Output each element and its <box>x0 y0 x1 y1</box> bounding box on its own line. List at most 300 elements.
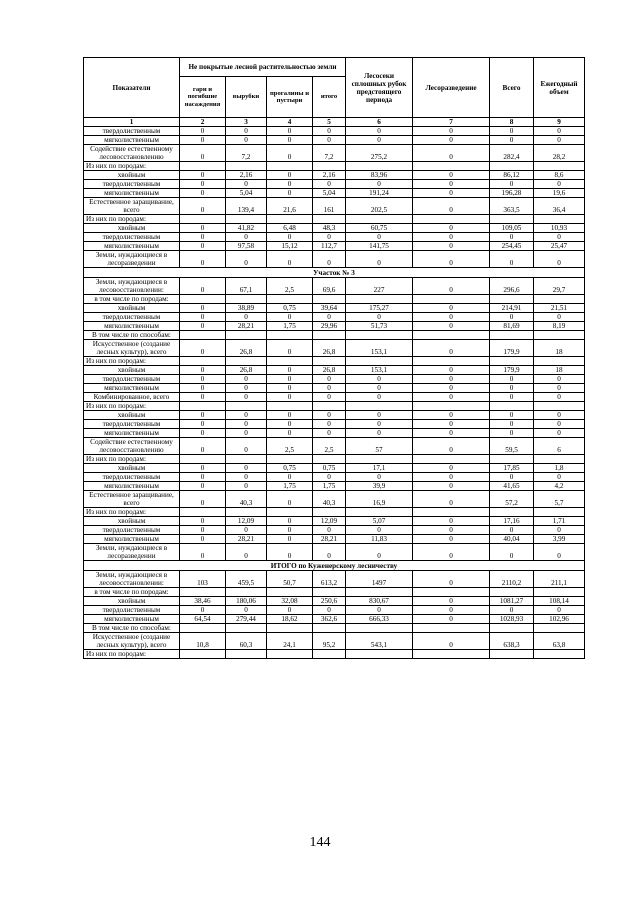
table-cell: 0 <box>413 420 490 429</box>
table-cell <box>490 588 534 597</box>
row-label: мягколиственным <box>84 482 180 491</box>
table-cell <box>413 331 490 340</box>
table-cell <box>346 295 413 304</box>
table-cell: 0 <box>180 544 226 561</box>
table-cell <box>346 455 413 464</box>
table-cell: 0 <box>413 535 490 544</box>
table-cell <box>267 588 313 597</box>
table-cell: 0 <box>180 278 226 295</box>
table-cell: 0 <box>180 136 226 145</box>
table-cell: 8,6 <box>534 171 585 180</box>
table-cell: 0 <box>346 127 413 136</box>
table-cell: 1497 <box>346 571 413 588</box>
header-total: итого <box>313 77 346 118</box>
table-cell <box>534 402 585 411</box>
table-cell: 60,75 <box>346 224 413 233</box>
table-cell: 17,85 <box>490 464 534 473</box>
table-cell: 0 <box>226 375 267 384</box>
table-cell: 0 <box>346 544 413 561</box>
table-cell: 0 <box>313 136 346 145</box>
table-row <box>84 198 585 215</box>
row-label: твердолиственным <box>84 313 180 322</box>
table-cell: 24,1 <box>267 633 313 650</box>
table-cell: 0 <box>180 145 226 162</box>
table-cell: 0 <box>413 127 490 136</box>
table-cell <box>267 508 313 517</box>
table-cell: 0 <box>346 136 413 145</box>
table-cell: 0 <box>346 526 413 535</box>
table-cell: 0 <box>267 251 313 268</box>
table-row <box>84 357 585 366</box>
table-row <box>84 171 585 180</box>
column-number: 9 <box>534 118 585 127</box>
table-cell <box>346 162 413 171</box>
row-label: Из них по породам: <box>84 357 180 366</box>
table-cell: 1,75 <box>267 322 313 331</box>
table-cell: 543,1 <box>346 633 413 650</box>
table-row <box>84 295 585 304</box>
table-cell: 0 <box>267 393 313 402</box>
header-annual: Ежегодный объем <box>534 58 585 118</box>
row-label: Земли, нуждающиеся в лесовосстановлении: <box>84 278 180 295</box>
table-cell <box>226 331 267 340</box>
table-cell: 0 <box>346 411 413 420</box>
table-cell: 0 <box>534 251 585 268</box>
table-cell: 0 <box>267 366 313 375</box>
table-cell <box>180 650 226 659</box>
table-row <box>84 402 585 411</box>
table-row <box>84 571 585 588</box>
table-cell: 0 <box>346 251 413 268</box>
table-cell: 0 <box>413 375 490 384</box>
table-cell <box>346 624 413 633</box>
table-cell: 202,5 <box>346 198 413 215</box>
table-cell: 0 <box>180 180 226 189</box>
table-cell: 26,8 <box>313 366 346 375</box>
table-cell: 16,9 <box>346 491 413 508</box>
table-cell: 0 <box>180 464 226 473</box>
table-cell: 254,45 <box>490 242 534 251</box>
table-cell: 0 <box>226 464 267 473</box>
table-cell <box>226 295 267 304</box>
table-cell: 0 <box>534 180 585 189</box>
column-number: 4 <box>267 118 313 127</box>
document-page <box>83 57 584 659</box>
table-cell <box>267 650 313 659</box>
table-cell <box>313 162 346 171</box>
table-cell: 8,19 <box>534 322 585 331</box>
row-label: Из них по породам: <box>84 455 180 464</box>
table-cell: 5,04 <box>226 189 267 198</box>
table-cell: 0 <box>313 313 346 322</box>
table-row <box>84 429 585 438</box>
table-cell: 279,44 <box>226 615 267 624</box>
table-cell <box>534 508 585 517</box>
table-cell: 0 <box>180 375 226 384</box>
table-cell: 0 <box>267 145 313 162</box>
table-cell: 214,91 <box>490 304 534 313</box>
table-cell <box>346 508 413 517</box>
table-row <box>84 455 585 464</box>
table-cell <box>413 357 490 366</box>
table-cell: 0 <box>180 224 226 233</box>
table-cell <box>490 508 534 517</box>
table-cell: 17,16 <box>490 517 534 526</box>
table-cell: 0 <box>413 393 490 402</box>
column-number: 5 <box>313 118 346 127</box>
column-number: 8 <box>490 118 534 127</box>
table-cell: 29,7 <box>534 278 585 295</box>
table-cell <box>226 508 267 517</box>
table-row <box>84 242 585 251</box>
row-label: в том числе по породам: <box>84 295 180 304</box>
table-cell: 0 <box>534 606 585 615</box>
table-cell: 0 <box>413 340 490 357</box>
table-cell: 0 <box>413 544 490 561</box>
table-cell: 0 <box>226 136 267 145</box>
table-row <box>84 180 585 189</box>
table-cell: 11,83 <box>346 535 413 544</box>
row-label: Земли, нуждающиеся в лесоразведении <box>84 251 180 268</box>
table-cell: 26,8 <box>226 366 267 375</box>
table-cell <box>180 215 226 224</box>
table-cell <box>267 357 313 366</box>
table-cell: 0 <box>346 180 413 189</box>
table-cell: 0 <box>346 375 413 384</box>
table-cell: 0 <box>267 606 313 615</box>
table-cell: 48,3 <box>313 224 346 233</box>
row-label: Естественное заращивание, всего <box>84 491 180 508</box>
column-number: 6 <box>346 118 413 127</box>
table-cell: 59,5 <box>490 438 534 455</box>
table-cell: 0 <box>346 606 413 615</box>
table-cell <box>313 331 346 340</box>
column-number: 7 <box>413 118 490 127</box>
table-cell: 2,16 <box>313 171 346 180</box>
table-cell: 1,75 <box>313 482 346 491</box>
table-cell <box>413 650 490 659</box>
table-cell: 0 <box>413 482 490 491</box>
table-cell: 0 <box>226 473 267 482</box>
table-cell: 0 <box>413 242 490 251</box>
table-cell: 0 <box>313 393 346 402</box>
table-cell <box>267 455 313 464</box>
table-cell: 40,04 <box>490 535 534 544</box>
table-cell: 39,64 <box>313 304 346 313</box>
table-cell <box>413 295 490 304</box>
table-cell: 6,48 <box>267 224 313 233</box>
table-cell: 0 <box>267 429 313 438</box>
table-cell: 0 <box>313 420 346 429</box>
table-cell: 0 <box>413 145 490 162</box>
table-cell <box>180 624 226 633</box>
table-cell: 0 <box>413 633 490 650</box>
table-cell: 0 <box>313 127 346 136</box>
table-row <box>84 251 585 268</box>
row-label: Содействие естественному лесовосстановлению <box>84 438 180 455</box>
row-label: мягколиственным <box>84 384 180 393</box>
table-cell: 0 <box>180 482 226 491</box>
table-cell: 1,75 <box>267 482 313 491</box>
table-row <box>84 544 585 561</box>
table-cell <box>413 162 490 171</box>
table-cell <box>534 215 585 224</box>
table-cell <box>180 357 226 366</box>
table-cell: 21,51 <box>534 304 585 313</box>
table-cell: 0 <box>313 429 346 438</box>
table-cell: 63,8 <box>534 633 585 650</box>
table-row <box>84 420 585 429</box>
table-cell <box>534 455 585 464</box>
table-cell: 0 <box>180 198 226 215</box>
table-cell: 0 <box>267 526 313 535</box>
table-cell <box>226 357 267 366</box>
table-cell: 0 <box>313 544 346 561</box>
table-cell: 0 <box>313 375 346 384</box>
table-cell: 0 <box>413 198 490 215</box>
table-cell: 5,04 <box>313 189 346 198</box>
table-cell <box>346 588 413 597</box>
table-row <box>84 650 585 659</box>
table-row <box>84 375 585 384</box>
table-cell <box>226 624 267 633</box>
table-cell <box>313 215 346 224</box>
table-row <box>84 313 585 322</box>
table-cell: 0 <box>413 429 490 438</box>
table-cell: 0 <box>180 384 226 393</box>
table-cell <box>313 650 346 659</box>
table-row <box>84 162 585 171</box>
table-row <box>84 491 585 508</box>
row-label: мягколиственным <box>84 242 180 251</box>
table-cell: 0 <box>267 180 313 189</box>
table-row <box>84 384 585 393</box>
table-cell <box>226 588 267 597</box>
table-body <box>84 127 585 659</box>
row-label: Из них по породам: <box>84 508 180 517</box>
table-row <box>84 278 585 295</box>
row-label: твердолиственным <box>84 526 180 535</box>
table-cell: 0 <box>267 384 313 393</box>
table-cell <box>267 331 313 340</box>
table-cell: 19,6 <box>534 189 585 198</box>
table-cell <box>346 215 413 224</box>
table-cell: 0 <box>490 180 534 189</box>
table-cell <box>267 215 313 224</box>
table-cell: 0 <box>267 171 313 180</box>
table-cell: 0 <box>413 322 490 331</box>
row-label: хвойным <box>84 304 180 313</box>
table-cell: 0 <box>180 438 226 455</box>
header-all: Всего <box>490 58 534 118</box>
table-cell <box>490 295 534 304</box>
row-label: мягколиственным <box>84 136 180 145</box>
table-cell <box>180 588 226 597</box>
table-cell: 0 <box>346 384 413 393</box>
header-not-covered: Не покрытые лесной растительностью земли <box>180 58 346 77</box>
table-cell: 0 <box>313 180 346 189</box>
table-cell: 0 <box>267 473 313 482</box>
table-row <box>84 224 585 233</box>
row-label: мягколиственным <box>84 535 180 544</box>
table-cell: 83,96 <box>346 171 413 180</box>
table-cell: 0 <box>346 429 413 438</box>
table-cell: 0 <box>226 429 267 438</box>
table-cell: 296,6 <box>490 278 534 295</box>
table-cell: 0 <box>413 278 490 295</box>
table-cell <box>180 508 226 517</box>
column-number: 1 <box>84 118 180 127</box>
table-cell: 28,2 <box>534 145 585 162</box>
table-cell: 0 <box>346 313 413 322</box>
table-cell: 0 <box>346 473 413 482</box>
table-cell: 50,7 <box>267 571 313 588</box>
table-cell: 69,6 <box>313 278 346 295</box>
table-cell: 32,08 <box>267 597 313 606</box>
table-cell: 12,09 <box>313 517 346 526</box>
table-cell <box>313 295 346 304</box>
table-cell: 0 <box>413 171 490 180</box>
table-row <box>84 624 585 633</box>
table-cell: 0 <box>534 411 585 420</box>
table-cell: 0 <box>534 136 585 145</box>
table-row <box>84 517 585 526</box>
header-clearings: прогалины и пустыри <box>267 77 313 118</box>
table-cell: 0 <box>267 544 313 561</box>
table-cell: 0 <box>226 127 267 136</box>
table-cell: 0 <box>413 224 490 233</box>
table-cell: 0 <box>413 491 490 508</box>
table-cell: 250,6 <box>313 597 346 606</box>
table-cell: 18 <box>534 366 585 375</box>
table-cell: 0 <box>226 606 267 615</box>
table-cell: 97,58 <box>226 242 267 251</box>
column-numbers-row <box>84 118 585 127</box>
table-cell: 18,62 <box>267 615 313 624</box>
table-cell: 0 <box>413 136 490 145</box>
table-cell <box>413 455 490 464</box>
table-cell: 0 <box>490 606 534 615</box>
row-label: в том числе по породам: <box>84 588 180 597</box>
table-row <box>84 438 585 455</box>
table-cell: 179,9 <box>490 366 534 375</box>
table-cell: 0 <box>413 571 490 588</box>
table-cell: 0 <box>267 313 313 322</box>
table-row <box>84 127 585 136</box>
table-cell: 0 <box>490 526 534 535</box>
table-cell: 0 <box>226 420 267 429</box>
table-cell <box>490 402 534 411</box>
table-cell <box>534 295 585 304</box>
table-cell: 0 <box>346 393 413 402</box>
table-cell: 0 <box>267 340 313 357</box>
table-row <box>84 535 585 544</box>
table-cell: 141,75 <box>346 242 413 251</box>
table-cell: 2110,2 <box>490 571 534 588</box>
table-cell <box>490 215 534 224</box>
row-label: хвойным <box>84 224 180 233</box>
table-cell: 38,89 <box>226 304 267 313</box>
table-cell <box>267 402 313 411</box>
table-cell: 7,2 <box>226 145 267 162</box>
row-label: твердолиственным <box>84 420 180 429</box>
table-cell <box>413 215 490 224</box>
table-row <box>84 136 585 145</box>
table-cell: 1,71 <box>534 517 585 526</box>
table-row <box>84 393 585 402</box>
table-cell <box>180 402 226 411</box>
table-cell: 180,06 <box>226 597 267 606</box>
table-cell <box>313 508 346 517</box>
table-cell: 0 <box>180 366 226 375</box>
table-cell: 0 <box>180 340 226 357</box>
table-cell: 5,7 <box>534 491 585 508</box>
table-cell: 5,07 <box>346 517 413 526</box>
table-cell <box>490 455 534 464</box>
table-cell: 0 <box>180 429 226 438</box>
table-cell <box>490 357 534 366</box>
table-cell: 0 <box>413 304 490 313</box>
table-cell: 0 <box>413 517 490 526</box>
table-cell <box>534 162 585 171</box>
table-cell: 0 <box>226 438 267 455</box>
table-cell: 0 <box>226 233 267 242</box>
table-cell: 103 <box>180 571 226 588</box>
table-cell <box>413 508 490 517</box>
table-cell <box>226 650 267 659</box>
row-label: Комбинированное, всего <box>84 393 180 402</box>
header-indicators: Показатели <box>84 58 180 118</box>
table-cell: 51,73 <box>346 322 413 331</box>
table-cell: 0 <box>534 544 585 561</box>
row-label: Земли, нуждающиеся в лесоразведении <box>84 544 180 561</box>
table-cell: 0 <box>413 438 490 455</box>
table-cell: 0 <box>490 375 534 384</box>
table-cell: 0 <box>180 233 226 242</box>
forest-restoration-table <box>83 57 585 659</box>
table-cell: 0 <box>490 411 534 420</box>
table-cell <box>226 455 267 464</box>
table-row <box>84 268 585 278</box>
table-cell <box>534 357 585 366</box>
table-cell: 0 <box>490 384 534 393</box>
table-cell: 0 <box>226 526 267 535</box>
table-row <box>84 464 585 473</box>
row-label: твердолиственным <box>84 233 180 242</box>
table-cell: 0 <box>180 322 226 331</box>
table-cell: 830,67 <box>346 597 413 606</box>
table-cell: 0 <box>267 491 313 508</box>
table-cell: 28,21 <box>313 535 346 544</box>
row-label: Содействие естественному лесовосстановлению <box>84 145 180 162</box>
row-label: Из них по породам: <box>84 162 180 171</box>
table-cell: 175,27 <box>346 304 413 313</box>
table-cell: 0 <box>226 313 267 322</box>
table-cell: 638,3 <box>490 633 534 650</box>
table-cell: 0 <box>490 251 534 268</box>
table-cell: 86,12 <box>490 171 534 180</box>
table-cell: 57 <box>346 438 413 455</box>
table-cell <box>226 215 267 224</box>
table-cell: 0 <box>267 517 313 526</box>
table-cell: 0 <box>413 233 490 242</box>
table-cell: 0 <box>490 429 534 438</box>
table-cell: 39,9 <box>346 482 413 491</box>
table-cell <box>413 624 490 633</box>
table-cell: 0 <box>490 420 534 429</box>
table-cell: 25,47 <box>534 242 585 251</box>
table-cell: 0 <box>180 411 226 420</box>
